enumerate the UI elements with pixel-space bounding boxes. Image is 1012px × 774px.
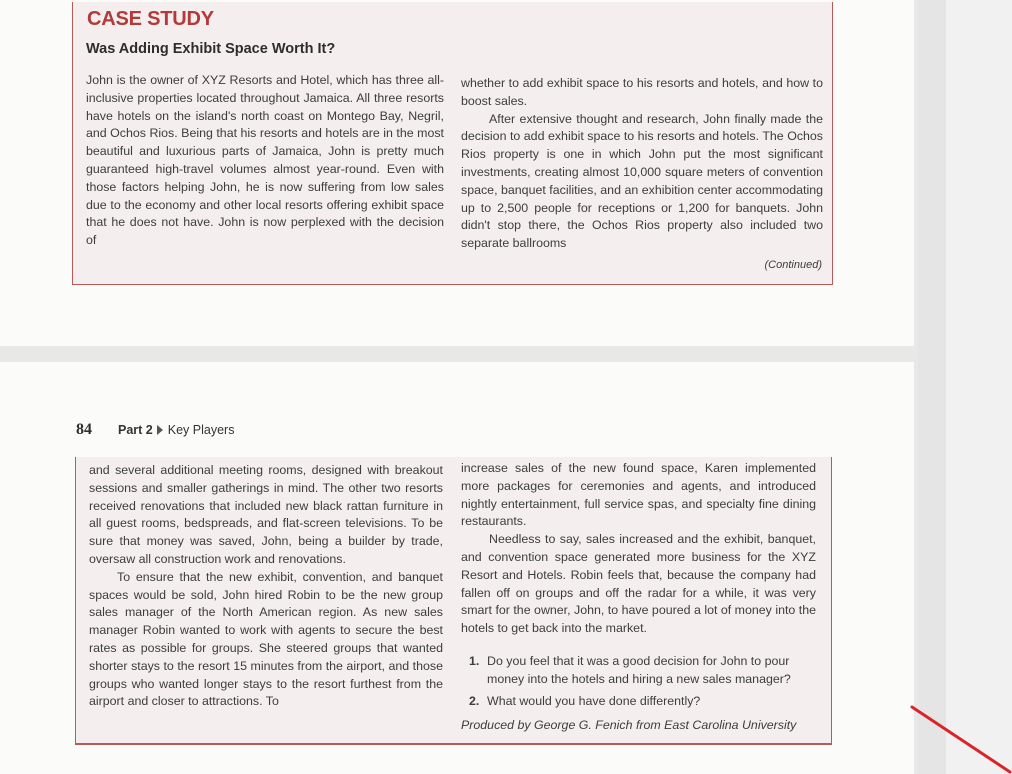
red-annotation-stroke (910, 704, 1012, 774)
section-label: Key Players (167, 423, 235, 437)
question-item: 2. What would you have done differently? (469, 693, 701, 708)
paragraph: To ensure that the new exhibit, convention, and banquet spaces would be sold, John hired Robin to be the new group sales manager of the North American region. As new sales manager Robin wanted to work with agents to secure the best rates as possible for groups. She steered groups that wanted shorter stays to the resort 15 minutes from the airport, and those groups who wanted longer stays to the resort furthest from the airport and closer to attractions. To (89, 569, 443, 709)
continued-label: (Continued) (764, 259, 822, 271)
paragraph: John is the owner of XYZ Resorts and Hotel, which has three all-inclusive properties located throughout Jamaica. All three resorts have hotels on the island's north coast on Montego Bay, Negril, and Ochos Rios. Being that his resorts and hotels are in the most beautiful and luxurious parts of Jamaica, John is pretty much guaranteed high-travel volumes almost year-round. Even with those factors helping John, he is now suffering from low sales due to the economy and other local resorts offering exhibit space that he does not have. John is now perplexed with the decision of (86, 73, 444, 248)
part-label: Part 2 (118, 423, 153, 437)
paragraph: increase sales of the new found space, Karen implemented more packages for ceremonies and agents, and introduced nightly entertainment, full service spas, and specialty fine dining restaurants. (461, 461, 816, 529)
page2-column-right (461, 460, 816, 735)
paragraph: whether to add exhibit space to his resorts and hotels, and how to boost sales. (461, 76, 823, 108)
question-item: 1. Do you feel that it was a good decision for John to pour money into the hotels and hiring a new sales manager? (469, 653, 791, 686)
viewer-scroll-area (946, 0, 1012, 774)
paragraph: Needless to say, sales increased and the exhibit, banquet, and convention space generated more business for the XYZ Resort and Hotels. Robin feels that, because the company had fallen off on groups and off the radar for a while, it was very smart for the owner, John, to have poured a lot of money into the hotels to get back into the market. (461, 532, 816, 636)
paragraph: After extensive thought and research, John finally made the decision to add exhibit space to his resorts and hotels. The Ochos Rios property is one in which John put the most significant investments, creating almost 10,000 square meters of convention space, banquet facilities, and an exhibition center accommodating up to 2,500 people for receptions or 1,200 for banquets. John didn't stop there, the Ochos Rios property also included two separate ballrooms (461, 111, 823, 251)
arrow-right-icon (157, 425, 163, 435)
running-header (118, 423, 234, 437)
question-list (461, 653, 816, 710)
page-number: 84 (76, 421, 92, 438)
case-study-label: CASE STUDY (87, 8, 214, 30)
case-study-title: Was Adding Exhibit Space Worth It? (86, 41, 336, 57)
annotation-line (912, 707, 1010, 772)
page1-column-left (86, 72, 444, 250)
credit-line: Produced by George G. Fenich from East Carolina University (461, 718, 797, 733)
paragraph: and several additional meeting rooms, designed with breakout sessions and smaller gatherings in mind. The other two resorts received renovations that included new black rattan furniture in all guest rooms, bedspreads, and flat-screen televisions. To be sure that money was saved, John, being a builder by trade, oversaw all construction work and renovations. (89, 463, 443, 566)
page2-column-left (89, 462, 443, 711)
page1-column-right (461, 75, 823, 253)
